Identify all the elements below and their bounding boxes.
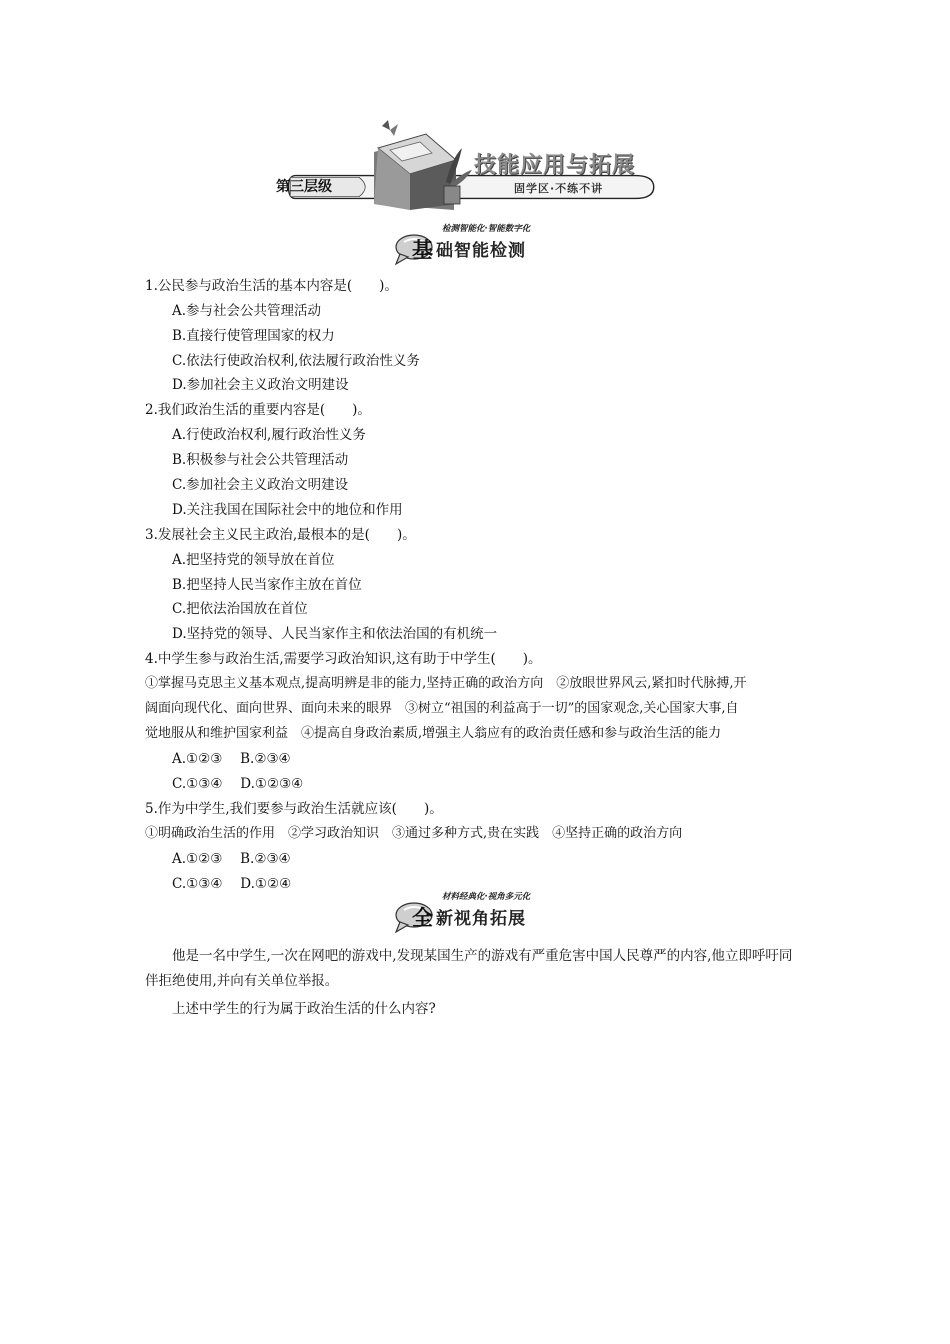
option-c: C.参加社会主义政治文明建设 [172,477,349,493]
level-label: 第三层级 [276,179,332,195]
section-first-char: 基 [412,238,433,262]
statement-line: 阔面向现代化、面向世界、面向未来的眼界 ③树立“祖国的利益高于一切”的国家观念,关心国家大事,自 [145,701,739,716]
option-a: A.把坚持党的领导放在首位 [172,552,335,568]
extension-question: 上述中学生的行为属于政治生活的什么内容? [172,1001,436,1017]
question-stem: 3.发展社会主义民主政治,最根本的是( )。 [145,527,416,543]
option-a: A.行使政治权利,履行政治性义务 [172,427,366,443]
option-c: C.依法行使政治权利,依法履行政治性义务 [172,353,420,369]
statement-line: ①明确政治生活的作用 ②学习政治知识 ③通过多种方式,贵在实践 ④坚持正确的政治方向 [145,826,683,841]
option-b: B.把坚持人民当家作主放在首位 [172,577,362,593]
section-title: 础智能检测 [436,241,526,261]
section-title: 新视角拓展 [436,909,526,929]
option-c: C.把依法治国放在首位 [172,601,308,617]
section-header-extension [394,892,584,932]
question-stem: 4.中学生参与政治生活,需要学习政治知识,这有助于中学生( )。 [145,651,542,667]
option-d: D.坚持党的领导、人民当家作主和依法治国的有机统一 [172,626,498,642]
level-banner [262,118,682,213]
banner-subtitle: 固学区·不练不讲 [514,182,604,195]
statement-line: 觉地服从和维护国家利益 ④提高自身政治素质,增强主人翁应有的政治责任感和参与政治生活的能力 [145,726,722,741]
material-paragraph: 他是一名中学生,一次在网吧的游戏中,发现某国生产的游戏有严重危害中国人民尊严的内容,他立即呼吁同伴拒绝使用,并向有关单位举报。 [145,948,793,989]
option-d: D.关注我国在国际社会中的地位和作用 [172,502,403,518]
question-stem: 2.我们政治生活的重要内容是( )。 [145,402,371,418]
section-tagline: 检测智能化·智能数字化 [442,224,531,234]
options-row: A.①②③ B.②③④ [172,751,291,767]
option-d: D.参加社会主义政治文明建设 [172,377,349,393]
options-row: C.①③④ D.①②④ [172,876,292,892]
section-tagline: 材料经典化·视角多元化 [442,892,531,902]
statement-line: ①掌握马克思主义基本观点,提高明辨是非的能力,坚持正确的政治方向 ②放眼世界风云,紧扣时代脉搏,开 [145,676,747,691]
options-row: C.①③④ D.①②③④ [172,776,304,792]
banner-title: 技能应用与拓展 [474,153,636,178]
question-stem: 1.公民参与政治生活的基本内容是( )。 [145,278,398,294]
option-b: B.积极参与社会公共管理活动 [172,452,349,468]
section-header-basic [394,224,584,264]
option-b: B.直接行使管理国家的权力 [172,328,335,344]
section-first-char: 全 [412,906,433,930]
option-a: A.参与社会公共管理活动 [172,303,322,319]
options-row: A.①②③ B.②③④ [172,851,291,867]
question-stem: 5.作为中学生,我们要参与政治生活就应该( )。 [145,801,443,817]
book-plant-icon [354,118,474,210]
